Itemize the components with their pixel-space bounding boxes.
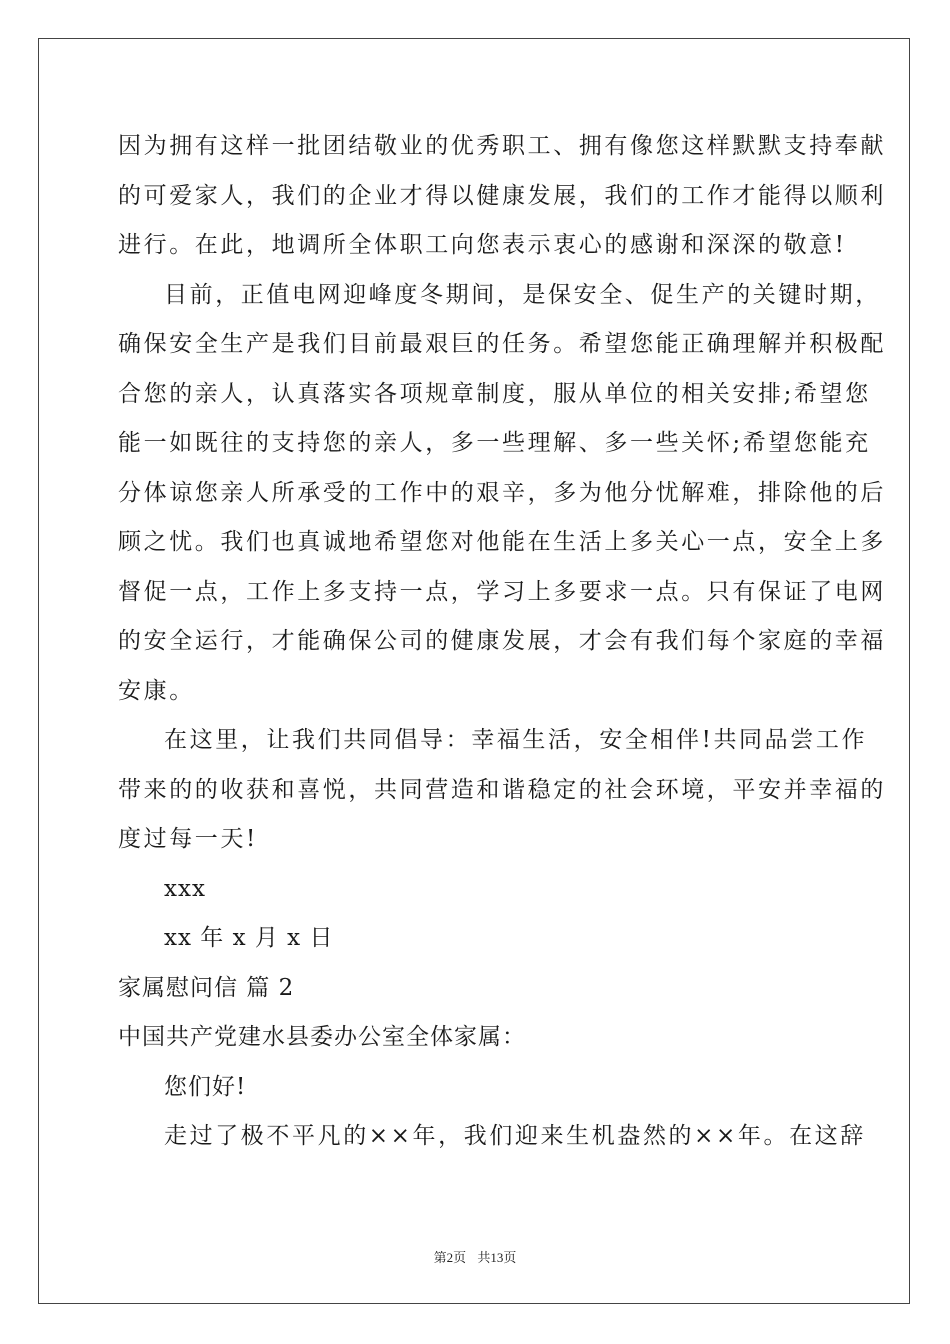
paragraph-start-line: 目前，正值电网迎峰度冬期间，是保安全、促生产的关键时期， [164, 281, 881, 308]
body-line: 分体谅您亲人所承受的工作中的艰辛，多为他分忧解难，排除他的后 [118, 479, 886, 506]
date-line: xx 年 x 月 x 日 [164, 925, 334, 951]
body-line: 督促一点，工作上多支持一点，学习上多要求一点。只有保证了电网 [118, 578, 886, 605]
body-line: 带来的的收获和喜悦，共同营造和谐稳定的社会环境，平安并幸福的 [118, 776, 886, 803]
page-total: 共13页 [477, 1250, 517, 1265]
body-line: 顾之忧。我们也真诚地希望您对他能在生活上多关心一点，安全上多 [118, 529, 886, 555]
paragraph-start-line: 走过了极不平凡的××年，我们迎来生机盎然的××年。在这辞 [164, 1123, 866, 1149]
section-heading: 家属慰问信 篇 2 [118, 974, 295, 1001]
body-line: 进行。在此，地调所全体职工向您表示衷心的感谢和深深的敬意! [118, 232, 847, 258]
body-line: 度过每一天! [118, 826, 258, 852]
body-line: 的安全运行，才能确保公司的健康发展，才会有我们每个家庭的幸福 [118, 628, 886, 654]
paragraph-start-line: 在这里，让我们共同倡导：幸福生活，安全相伴!共同品尝工作 [164, 727, 868, 753]
greeting-line: 您们好! [164, 1073, 247, 1100]
body-line: 的可爱家人，我们的企业才得以健康发展，我们的工作才能得以顺利 [118, 182, 886, 209]
page-footer [0, 1247, 950, 1266]
page-number: 第2页 [433, 1250, 467, 1265]
body-line: 合您的亲人，认真落实各项规章制度，服从单位的相关安排;希望您 [118, 380, 871, 407]
signature: xxx [164, 875, 206, 902]
letter-body [118, 122, 886, 1162]
body-line: 因为拥有这样一批团结敬业的优秀职工、拥有像您这样默默支持奉献 [118, 133, 886, 159]
body-line: 能一如既往的支持您的亲人，多一些理解、多一些关怀;希望您能充 [118, 430, 871, 456]
body-line: 安康。 [118, 677, 195, 704]
body-line: 确保安全生产是我们目前最艰巨的任务。希望您能正确理解并积极配 [118, 331, 886, 357]
salutation-line: 中国共产党建水县委办公室全体家属： [118, 1024, 526, 1050]
